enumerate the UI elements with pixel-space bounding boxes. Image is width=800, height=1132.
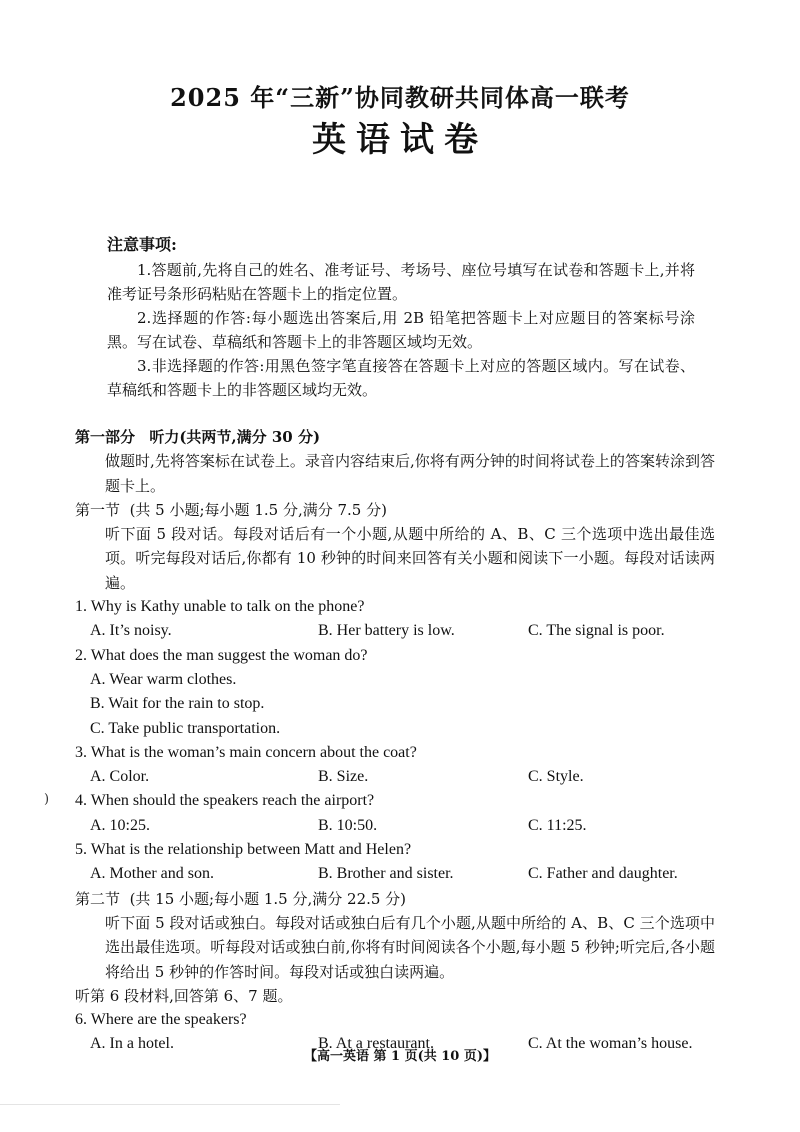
- question-5-options: [75, 862, 715, 886]
- question-4-options: [75, 814, 715, 838]
- q3-option-b: B. Size.: [318, 768, 369, 786]
- note-item-3-text: 3.非选择题的作答:用黑色签字笔直接答在答题卡上对应的答题区域内。写在试卷、草稿纸和答题卡上的非答题区域均无效。: [107, 357, 695, 399]
- section1-detail: (共 5 小题;每小题 1.5 分,满分 7.5 分): [129, 500, 387, 519]
- section2-title: 第二节: [75, 889, 121, 908]
- scan-edge-line: [0, 1104, 340, 1105]
- q2-option-a: A. Wear warm clothes.: [90, 670, 237, 688]
- section2-intro: 听下面 5 段对话或独白。每段对话或独白后有几个小题,从题中所给的 A、B、C 三个选项中选出最佳选项。听每段对话或独白前,你将有时间阅读各个小题,每小题 5 秒钟;听完后,各小题将给出 5 秒钟的作答时间。每段对话或独白读两遍。: [105, 913, 715, 981]
- q5-option-c: C. Father and daughter.: [528, 865, 678, 883]
- q6-option-c: C. At the woman’s house.: [528, 1035, 693, 1053]
- q4-option-a: A. 10:25.: [90, 816, 150, 834]
- section2-detail: (共 15 小题;每小题 1.5 分,满分 22.5 分): [129, 889, 407, 908]
- note-item-1: [107, 258, 695, 306]
- part1-title: 第一部分: [75, 428, 136, 446]
- q1-option-b: B. Her battery is low.: [318, 622, 455, 640]
- q2-option-b: B. Wait for the rain to stop.: [90, 695, 265, 713]
- exam-title: 2025 年“三新”协同教研共同体高一联考: [170, 83, 630, 112]
- section2-material: 听第 6 段材料,回答第 6、7 题。: [75, 986, 293, 1005]
- question-6-stem: 6. Where are the speakers?: [75, 1011, 247, 1029]
- q1-option-c: C. The signal is poor.: [528, 622, 665, 640]
- part1-intro: 做题时,先将答案标在试卷上。录音内容结束后,你将有两分钟的时间将试卷上的答案转涂到答题卡上。: [105, 452, 715, 495]
- page-footer: 【高一英语 第 1 页(共 10 页)】: [303, 1049, 497, 1064]
- exam-subject: 英语试卷: [312, 120, 488, 160]
- notes-title: 注意事项:: [107, 235, 177, 254]
- question-2-stem: 2. What does the man suggest the woman do?: [75, 646, 368, 664]
- q3-option-a: A. Color.: [90, 768, 150, 786]
- q5-option-b: B. Brother and sister.: [318, 865, 454, 883]
- q4-option-c: C. 11:25.: [528, 816, 587, 834]
- question-5-stem: 5. What is the relationship between Matt and Helen?: [75, 841, 412, 859]
- question-3-stem: 3. What is the woman’s main concern about the coat?: [75, 743, 417, 761]
- q4-option-b: B. 10:50.: [318, 816, 378, 834]
- section1-title: 第一节: [75, 500, 121, 519]
- section2-heading: [75, 887, 715, 911]
- question-1-options: [75, 619, 715, 643]
- note-item-1-text: 1.答题前,先将自己的姓名、准考证号、考场号、座位号填写在试卷和答题卡上,并将准考证号条形码粘贴在答题卡上的指定位置。: [107, 261, 695, 303]
- q1-option-a: A. It’s noisy.: [90, 622, 172, 640]
- note-item-2: [107, 306, 695, 354]
- q3-option-c: C. Style.: [528, 768, 584, 786]
- q2-option-c: C. Take public transportation.: [90, 719, 281, 737]
- part1-detail: 听力(共两节,满分 30 分): [149, 428, 321, 446]
- part1-body: [75, 425, 715, 1057]
- section1-heading: [75, 498, 715, 522]
- question-1-stem: 1. Why is Kathy unable to talk on the phone?: [75, 598, 365, 616]
- question-4-stem: 4. When should the speakers reach the airport?: [75, 792, 375, 810]
- q6-option-b: B. At a restaurant.: [318, 1035, 434, 1053]
- part1-heading: [75, 425, 715, 449]
- q6-option-a: A. In a hotel.: [90, 1035, 174, 1053]
- note-item-3: [107, 354, 695, 402]
- note-item-2-text: 2.选择题的作答:每小题选出答案后,用 2B 铅笔把答题卡上对应题目的答案标号涂黑。写在试卷、草稿纸和答题卡上的非答题区域均无效。: [107, 309, 695, 351]
- margin-mark: ): [44, 792, 50, 807]
- question-3-options: [75, 765, 715, 789]
- section1-intro: 听下面 5 段对话。每段对话后有一个小题,从题中所给的 A、B、C 三个选项中选出最佳选项。听完每段对话后,你都有 10 秒钟的时间来回答有关小题和阅读下一小题。每段对话读两遍。: [105, 525, 715, 592]
- q5-option-a: A. Mother and son.: [90, 865, 214, 883]
